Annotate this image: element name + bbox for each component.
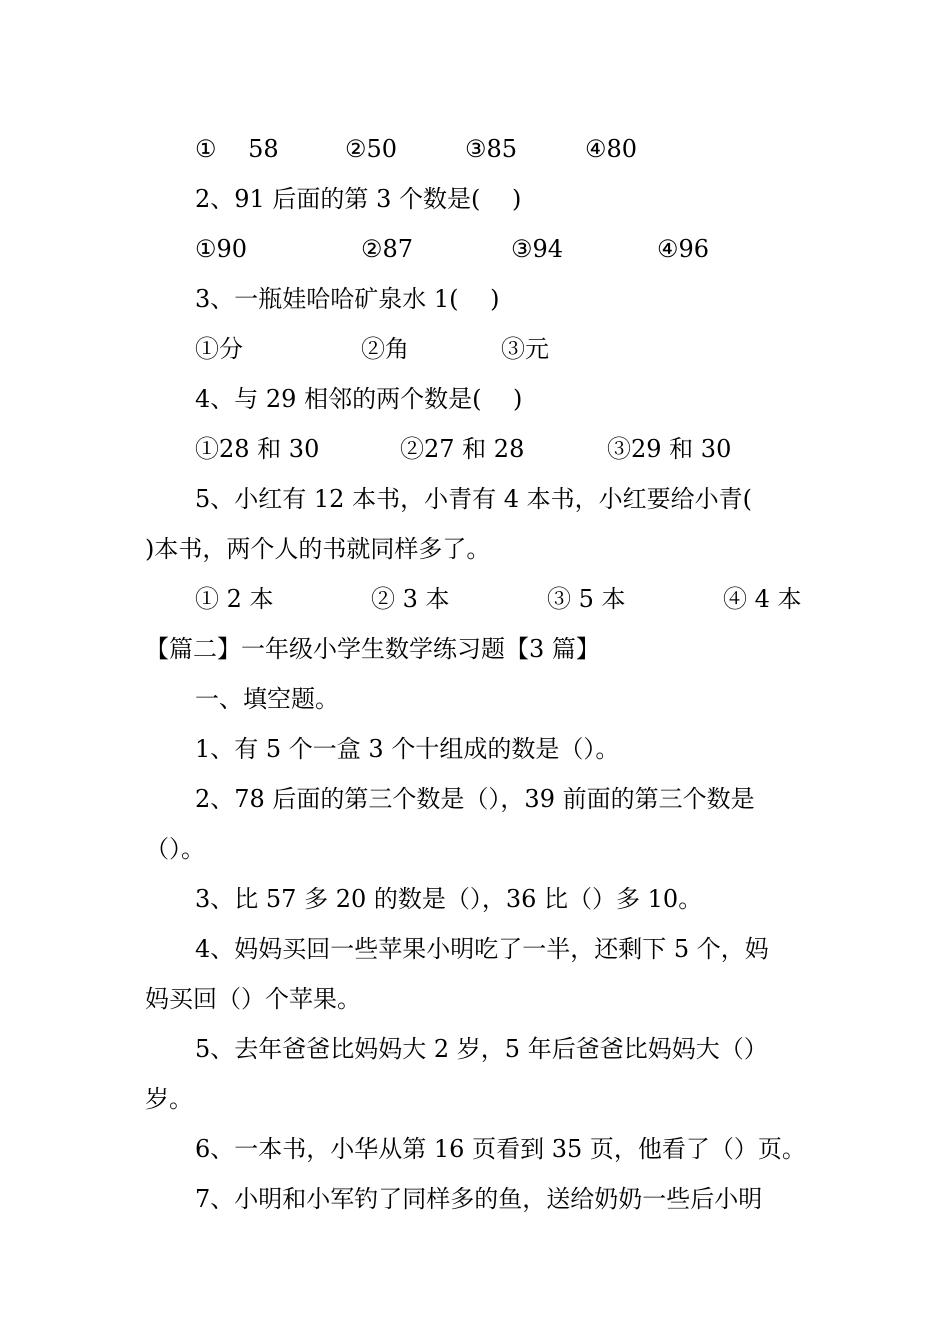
part-title: 一、填空题。 xyxy=(195,685,339,713)
question-5-line-1: 5、小红有 12 本书，小青有 4 本书，小红要给小青( xyxy=(195,485,752,513)
fill-question-2-line-2: （）。 xyxy=(145,835,205,863)
section-title: 【篇二】一年级小学生数学练习题【3 篇】 xyxy=(145,635,600,663)
question-5-line-2: )本书，两个人的书就同样多了。 xyxy=(145,535,491,563)
q4-options xyxy=(145,424,810,474)
fill-question-5-line-1: 5、去年爸爸比妈妈大 2 岁，5 年后爸爸比妈妈大（） xyxy=(195,1035,768,1063)
q1-options xyxy=(145,124,810,174)
option: ① 2 本 xyxy=(195,585,274,613)
fill-question-2-line-1: 2、78 后面的第三个数是（），39 前面的第三个数是 xyxy=(195,785,755,813)
option: ③ 5 本 xyxy=(547,585,626,613)
option: ② 3 本 xyxy=(371,585,450,613)
option: ③29 和 30 xyxy=(607,435,732,463)
option: ①分 xyxy=(195,335,243,363)
option: ③元 xyxy=(501,335,549,363)
option: ①90 xyxy=(195,235,248,263)
q5-options xyxy=(145,574,810,624)
option: ②50 xyxy=(345,135,398,163)
question-3: 3、一瓶娃哈哈矿泉水 1( ) xyxy=(195,285,500,313)
option: ②27 和 28 xyxy=(400,435,525,463)
option: ① 58 xyxy=(195,135,279,163)
question-2: 2、91 后面的第 3 个数是( ) xyxy=(195,185,522,213)
option: ④80 xyxy=(585,135,638,163)
q2-options xyxy=(145,224,810,274)
option: ③85 xyxy=(465,135,518,163)
fill-question-3: 3、比 57 多 20 的数是（），36 比（）多 10。 xyxy=(195,885,703,913)
option: ④ 4 本 xyxy=(723,585,802,613)
fill-question-5-line-2: 岁。 xyxy=(145,1085,193,1113)
fill-question-1: 1、有 5 个一盒 3 个十组成的数是（）。 xyxy=(195,735,620,763)
fill-question-4-line-1: 4、妈妈买回一些苹果小明吃了一半，还剩下 5 个，妈 xyxy=(195,935,769,963)
q3-options xyxy=(145,324,810,374)
option: ③94 xyxy=(511,235,564,263)
question-4: 4、与 29 相邻的两个数是( ) xyxy=(195,385,523,413)
option: ②角 xyxy=(361,335,409,363)
option: ①28 和 30 xyxy=(195,435,320,463)
fill-question-6: 6、一本书，小华从第 16 页看到 35 页，他看了（）页。 xyxy=(195,1135,806,1163)
option: ④96 xyxy=(657,235,710,263)
fill-question-4-line-2: 妈买回（）个苹果。 xyxy=(145,985,361,1013)
fill-question-7-line-1: 7、小明和小军钓了同样多的鱼，送给奶奶一些后小明 xyxy=(195,1185,763,1213)
option: ②87 xyxy=(361,235,414,263)
